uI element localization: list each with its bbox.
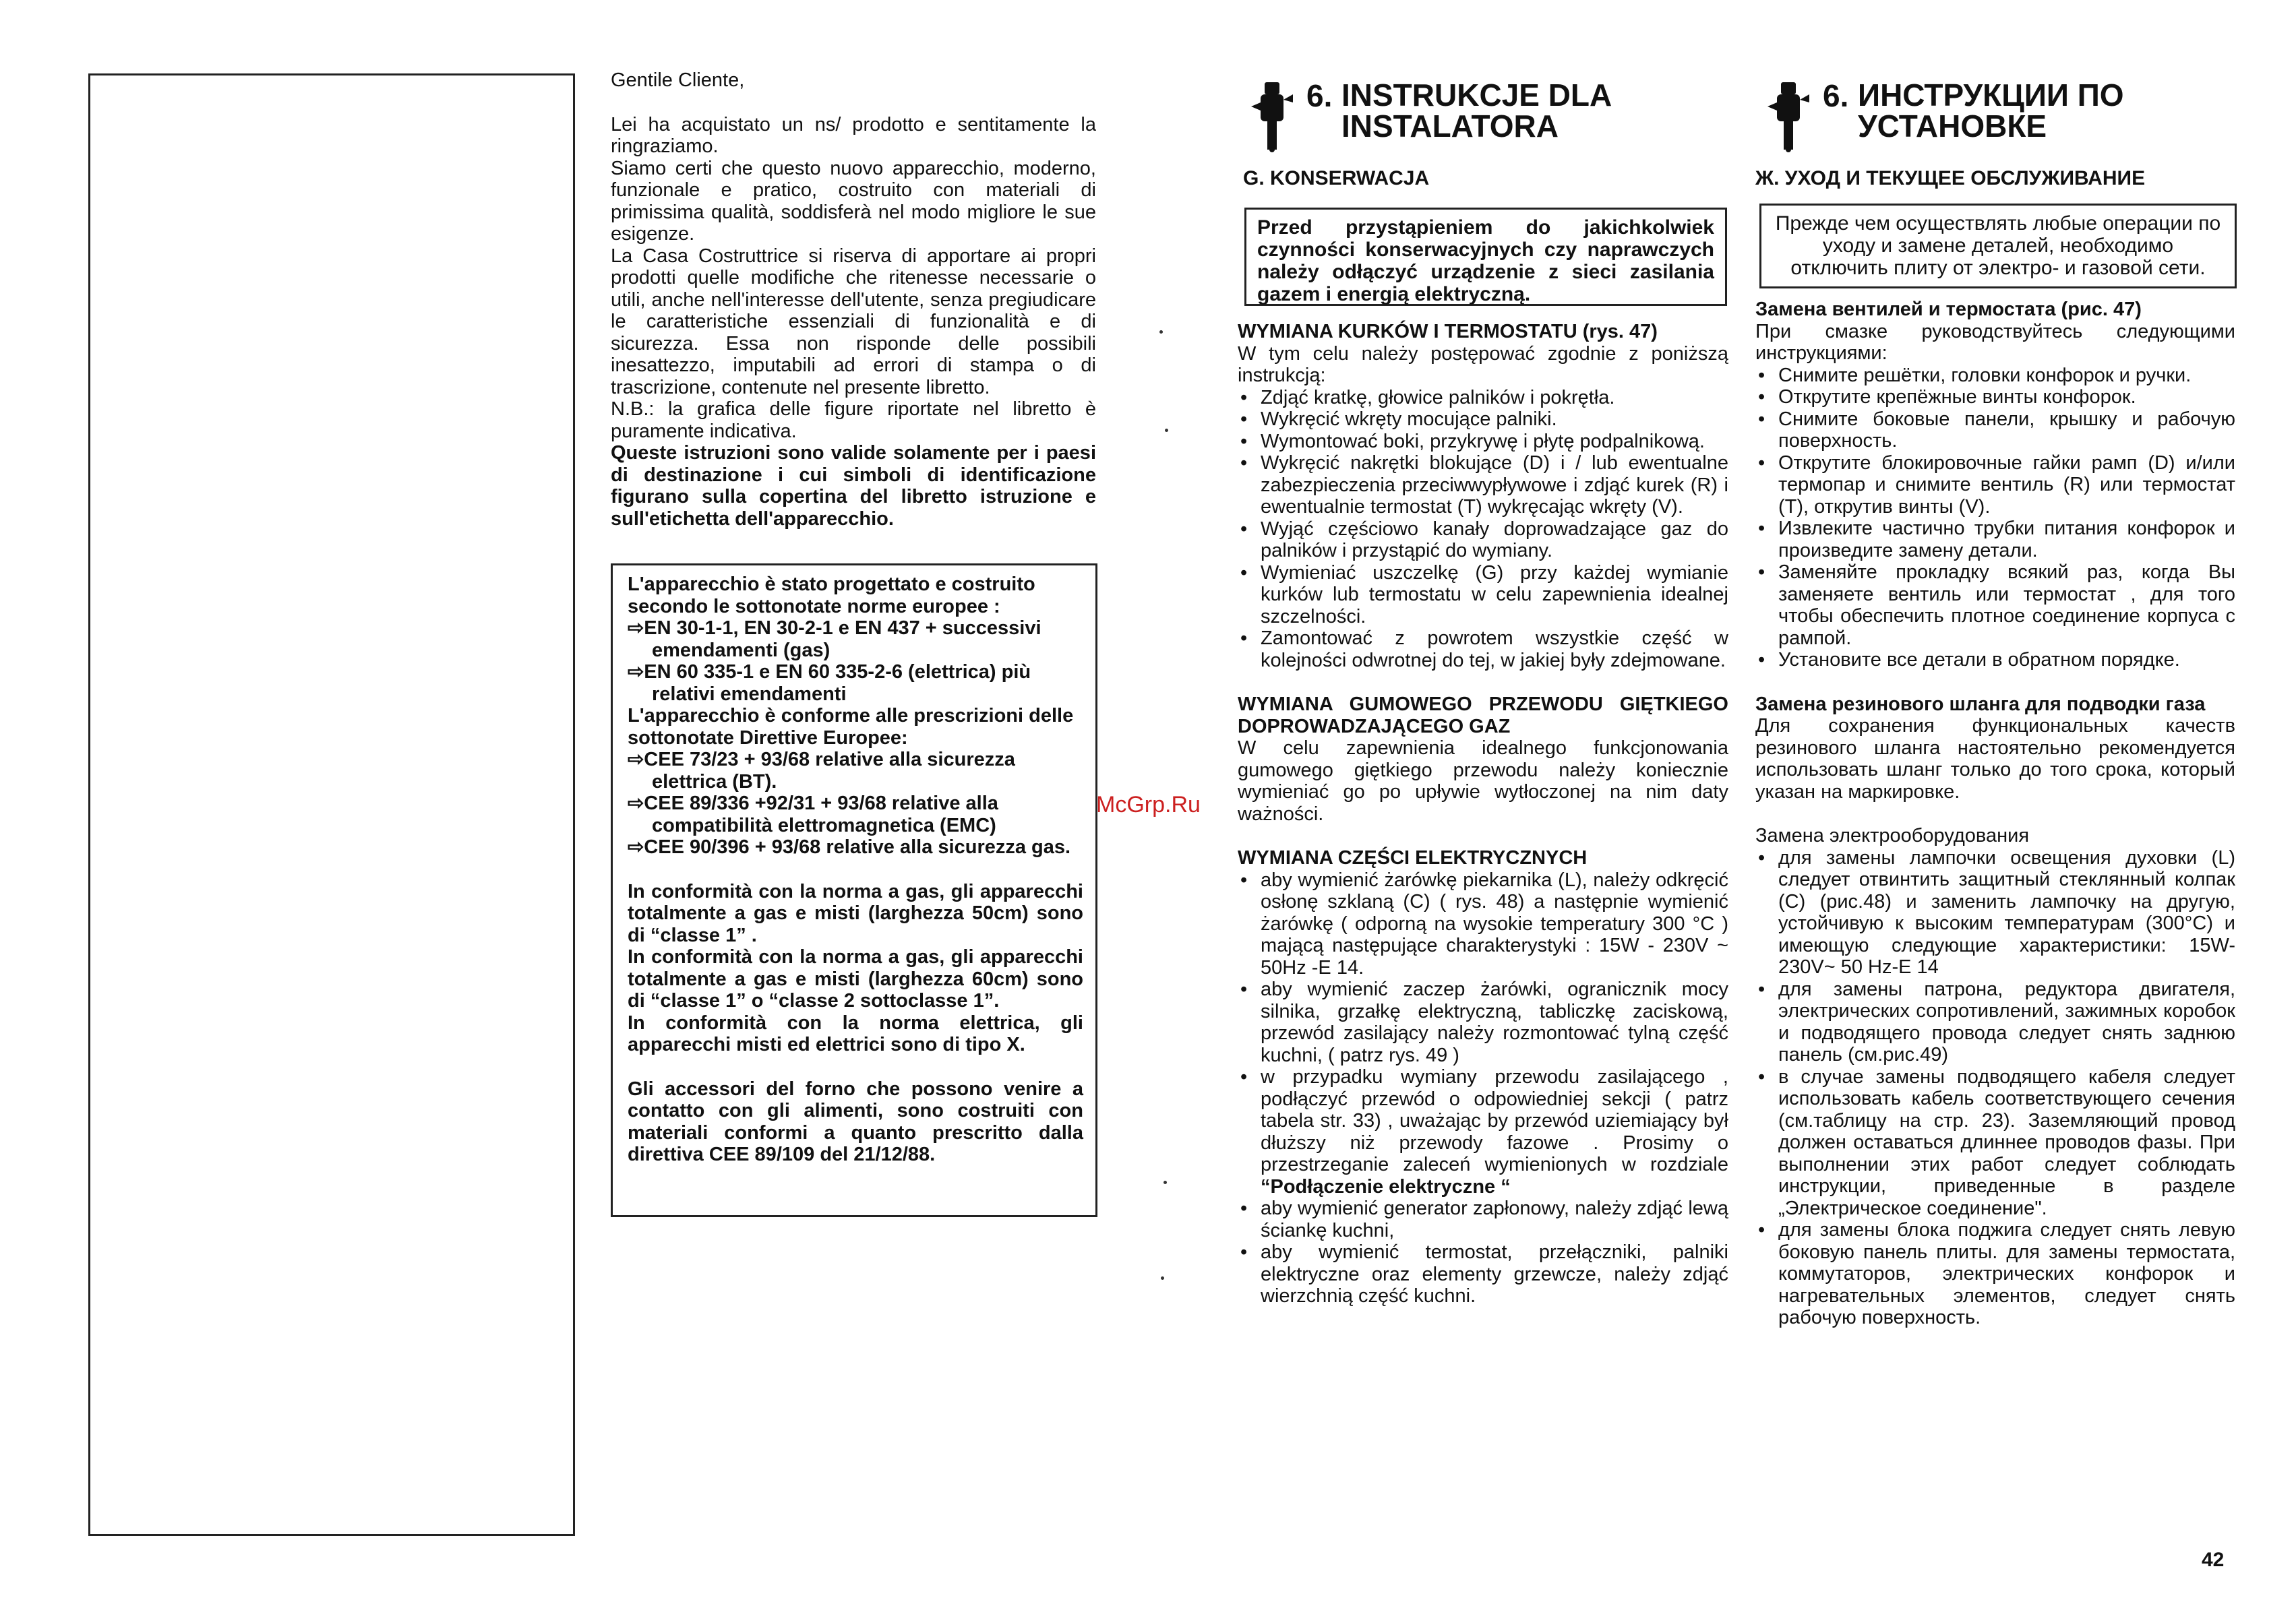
list-item: • Открутите крепёжные винты конфорок. [1778, 386, 2235, 408]
blank-frame [88, 73, 575, 1536]
list-item: • Wykręcić nakrętki blokujące (D) i / lub ewentualne zabezpieczenia przeciwwypływowe i zdjąć kurek (R) i ewentualnie termostat (T) wykręcając wkręty (V). [1261, 452, 1728, 518]
warning-box: Przed przystąpieniem do jakichkolwiek czynności konserwacyjnych czy naprawczych należy odłączyć urządzenie z sieci zasilania gazem i energią elektryczną. [1244, 208, 1727, 306]
list-item: • aby wymienić termostat, przełączniki, palniki elektryczne oraz elementy grzewcze, należy zdjąć wierzchnią część kuchni. [1261, 1241, 1728, 1307]
list-item: • Wymieniać uszczelkę (G) przy każdej wymianie kurków lub termostatu w celu zapewnienia idealnej szczelności. [1261, 562, 1728, 628]
polish-header [1248, 80, 1612, 154]
list-item: • Открутите блокировочные гайки рамп (D) и/или термопар и снимите вентиль (R) или термостат (T), открутив винты (V). [1778, 452, 2235, 518]
list-item: • Заменяйте прокладку всякий раз, когда Вы заменяете вентиль или термостат , для того чтобы обеспечить плотное соединение корпуса с рампой. [1778, 561, 2235, 649]
class-text: In conformità con la norma elettrica, gli apparecchi misti ed elettrici sono di tipo X. [628, 1012, 1083, 1055]
list-item: • Wykręcić wkręty mocujące palniki. [1261, 408, 1728, 431]
list-item-text: w przypadku wymiany przewodu zasilającego , podłączyć przewód o odpowiedniej sekcji ( patrz tabela str. 33) , uważając by przewód uziemiający był dłuższy niż przewody fazowe . Prosimy o przestrzeganie zaleceń wymienionych w rozdziale [1261, 1066, 1728, 1175]
list-item: • в случае замены подводящего кабеля следует использовать кабель соответствующего сечения (см.таблицу на стр. 23). Заземляющий провод должен оставаться длиннее проводов фазы. При выполнении этих работ следует соблюдать инструкции, приведенные в разделе „Электрическое соединение". [1778, 1066, 2235, 1220]
bullet-list [1238, 387, 1728, 672]
list-item: • для замены лампочки освещения духовки (L) следует отвинтить защитный стеклянный колпак (C) (рис.48) и заменить лампочку на другую, устойчивую к высоким температурам (300°C) и имеющую следующие характеристики: 15W-230V~ 50 Hz-E 14 [1778, 847, 2235, 979]
list-item: • Wyjąć częściowo kanały doprowadzające gaz do palników i przystąpić do wymiany. [1261, 518, 1728, 562]
list-item: • aby wymienić żarówkę piekarnika (L), należy odkręcić osłonę szklaną (C) ( rys. 48) a następnie wymienić żarówkę ( odporną na wysokie temperatury 300 °C ) mającą następujące charakterystyki : 15W - 230V ~ 50Hz -E 14. [1261, 869, 1728, 979]
subsection-title: Ж. УХОД И ТЕКУЩЕЕ ОБСЛУЖИВАНИЕ [1755, 167, 2146, 189]
scan-dot [1161, 1276, 1164, 1280]
list-item: • Wymontować boki, przykrywę i płytę podpalnikową. [1261, 431, 1728, 453]
italian-column [611, 69, 1096, 530]
directive-item: ⇨CEE 89/336 +92/31 + 93/68 relative alla compatibilità elettromagnetica (EMC) [628, 793, 998, 836]
paragraph: W celu zapewnienia idealnego funkcjonowania gumowego giętkiego przewodu należy koniecznie wymieniać go po upływie wytłoczonej na nim daty ważności. [1238, 737, 1728, 825]
class-text: In conformità con la norma a gas, gli apparecchi totalmente a gas e misti (larghezza 50cm) sono di “classe 1” . [628, 880, 1083, 946]
list-item: • aby wymienić generator zapłonowy, należy zdjąć lewą ściankę kuchni, [1261, 1198, 1728, 1241]
standard-item: ⇨EN 60 335-1 e EN 60 335-2-6 (elettrica) più relativi emendamenti [628, 661, 1031, 705]
list-item: • aby wymienić zaczep żarówki, ogranicznik mocy silnika, grzałkę elektryczną, tabliczkę zaciskową, przewód zasilający należy rozmontować tylną część kuchni, ( patrz rys. 49 ) [1261, 979, 1728, 1066]
paragraph: Для сохранения функциональных качеств резинового шланга настоятельно рекомендуется использовать шланг только до того срока, который указан на маркировке. [1755, 715, 2235, 803]
polish-column [1238, 321, 1728, 1307]
box-line: L'apparecchio è stato progettato e costruito secondo le sottonotate norme europee : [628, 574, 1035, 617]
section-number: 6. [1823, 78, 1849, 113]
intro-text: Lei ha acquistato un ns/ prodotto e sentitamente la ringraziamo. [611, 113, 1096, 157]
list-item: • Снимите боковые панели, крышку и рабочую поверхность. [1778, 408, 2235, 452]
class-text: In conformità con la norma a gas, gli apparecchi totalmente a gas e misti (larghezza 60cm) sono di “classe 1” o “classe 2 sottoclasse 1”. [628, 946, 1083, 1012]
scan-dot [1165, 429, 1168, 432]
paragraph: При смазке руководствуйтесь следующими инструкциями: [1755, 320, 2235, 364]
section-heading: Замена электрооборудования [1755, 825, 2030, 846]
section-title: INSTALATORA [1341, 109, 1559, 144]
list-item: • Zamontować z powrotem wszystkie część w kolejności odwrotnej do tej, w jakiej były zdejmowane. [1261, 627, 1728, 671]
installer-wrench-icon [1248, 80, 1296, 154]
list-item-bold: “Podłączenie elektryczne “ [1261, 1175, 1511, 1198]
bullet-list [1755, 365, 2235, 671]
food-contact-text: Gli accessori del forno che possono venire a contatto con gli alimenti, sono costruiti con materiali conformi a quanto prescritto dalla direttiva CEE 89/109 del 21/12/88. [628, 1078, 1083, 1165]
section-heading: Замена вентилей и термостата (рис. 47) [1755, 299, 2142, 320]
section-heading: WYMIANA CZĘŚCI ELEKTRYCZNYCH [1238, 847, 1588, 869]
validity-text: Queste istruzioni sono valide solamente per i paesi di destinazione i cui simboli di identificazione figurano sulla copertina del libretto istruzione e sull'etichetta dell'apparecchio. [611, 442, 1096, 530]
list-item: • для замены блока поджига следует снять левую боковую панель плиты. для замены термостата, коммутаторов, электрических конфорок и нагревательных элементов, следует снять рабочую поверхность. [1778, 1219, 2235, 1329]
list-item: • для замены патрона, редуктора двигателя, электрических сопротивлений, зажимных коробок и подводящего провода следует снять заднюю панель (см.рис.49) [1778, 979, 2235, 1066]
box-line: L'apparecchio è conforme alle prescrizioni delle sottonotate Direttive Europee: [628, 705, 1074, 749]
section-title: ИНСТРУКЦИИ ПО [1858, 78, 2124, 113]
scan-dot [1164, 1181, 1167, 1184]
installer-wrench-icon [1765, 80, 1812, 154]
list-item: • Извлеките частично трубки питания конфорок и произведите замену детали. [1778, 518, 2235, 561]
section-title: INSTRUKCJE DLA [1341, 78, 1612, 113]
section-number: 6. [1306, 78, 1333, 113]
page-number: 42 [2202, 1549, 2225, 1571]
section-heading: WYMIANA KURKÓW I TERMOSTATU (rys. 47) [1238, 321, 1658, 342]
warning-box: Прежде чем осуществлять любые операции по уходу и замене деталей, необходимо отключить плиту от электро- и газовой сети. [1759, 204, 2237, 288]
directive-item: ⇨CEE 90/396 + 93/68 relative alla sicurezza gas. [628, 836, 1071, 858]
subsection-title: G. KONSERWACJA [1243, 167, 1430, 189]
paragraph: W tym celu należy postępować zgodnie z poniższą instrukcją: [1238, 342, 1728, 386]
bullet-list [1755, 847, 2235, 1329]
note-text: N.B.: la grafica delle figure riportate nel libretto è puramente indicativa. [611, 398, 1096, 442]
section-heading: WYMIANA GUMOWEGO PRZEWODU GIĘTKIEGO DOPROWADZAJĄCEGO GAZ [1238, 693, 1728, 737]
list-item: • Снимите решётки, головки конфорок и ручки. [1778, 365, 2235, 387]
scan-dot [1159, 330, 1163, 334]
russian-column [1755, 299, 2235, 1329]
list-item: • Zdjąć kratkę, głowice palników i pokrętła. [1261, 387, 1728, 409]
standards-box [611, 563, 1097, 1217]
paragraph: Siamo certi che questo nuovo apparecchio, moderno, funzionale e pratico, costruito con materiali di primissima qualità, soddisferà nel modo migliore le sue esigenze. [611, 157, 1096, 245]
directive-item: ⇨CEE 73/23 + 93/68 relative alla sicurezza elettrica (BT). [628, 749, 1015, 793]
russian-header [1765, 80, 2124, 154]
section-heading: Замена резинового шланга для подводки газа [1755, 693, 2206, 715]
list-item [1261, 1066, 1728, 1198]
standard-item: ⇨EN 30-1-1, EN 30-2-1 e EN 437 + successivi emendamenti (gas) [628, 617, 1041, 661]
greeting: Gentile Cliente, [611, 69, 745, 91]
paragraph: La Casa Costruttrice si riserva di apportare ai propri prodotti quelle modifiche che ritenesse necessarie o utili, anche nell'interesse dell'utente, senza pregiudicare le caratteristiche essenziali di funzionalità e di sicurezza. Essa non risponde delle possibili inesattezzo, imputabili ad errori di stampa o di trascrizione, contenute nel presente libretto. [611, 245, 1096, 398]
section-title: УСТАНОВКЕ [1858, 109, 2047, 144]
bullet-list [1238, 869, 1728, 1307]
list-item: • Установите все детали в обратном порядке. [1778, 649, 2235, 671]
watermark: McGrp.Ru [1096, 792, 1201, 817]
